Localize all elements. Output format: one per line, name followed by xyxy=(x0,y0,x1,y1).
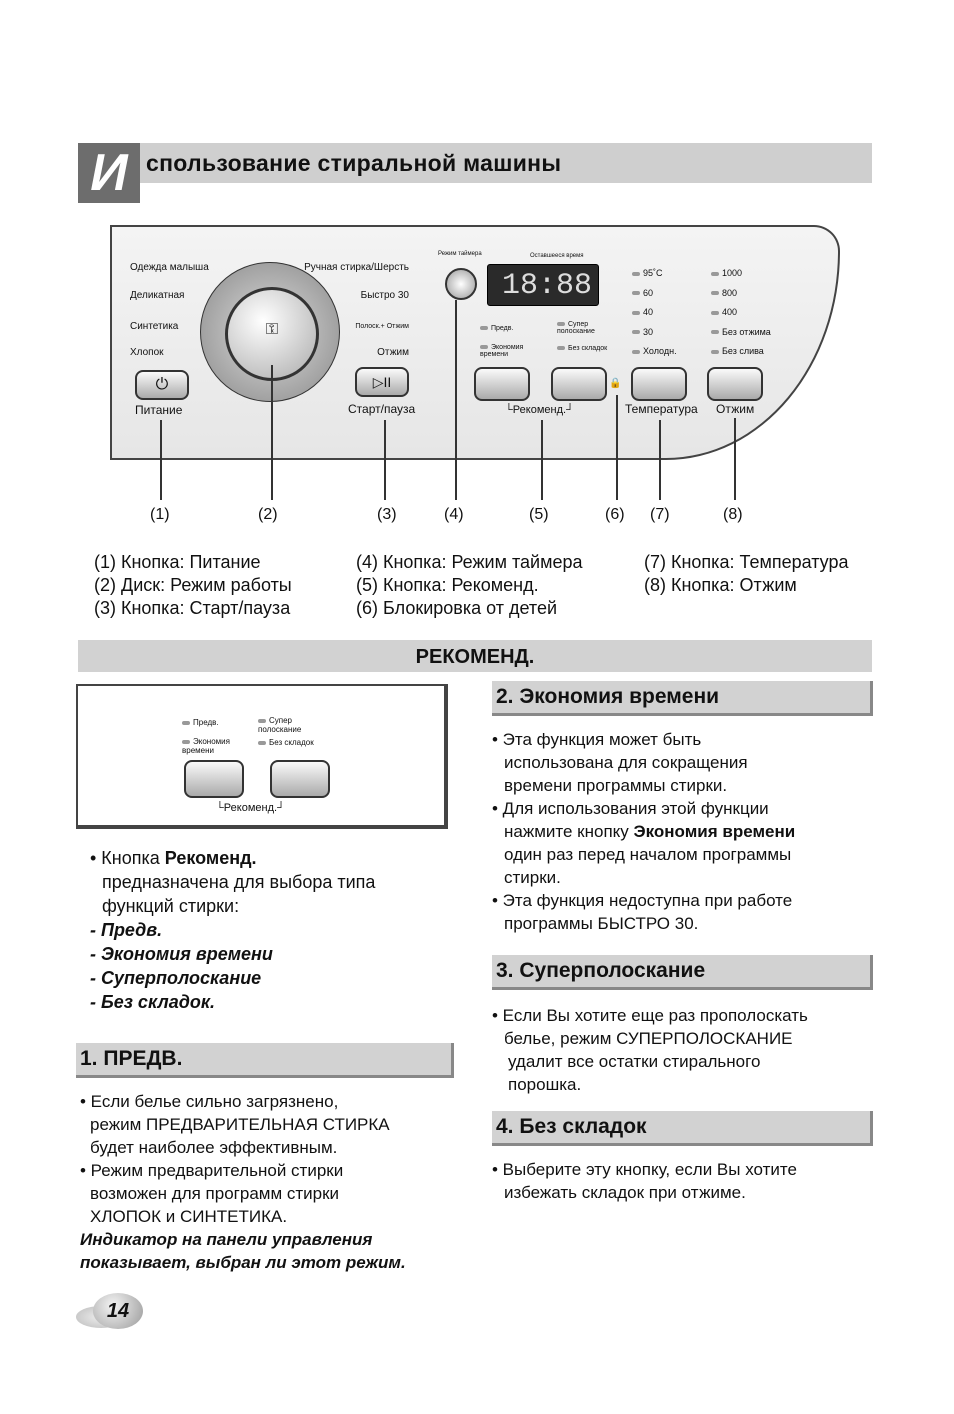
section-4-text: • Выберите эту кнопку, если Вы хотите избежать складок при отжиме. xyxy=(492,1160,797,1202)
program-label: Отжим xyxy=(377,347,409,358)
callout-line xyxy=(271,365,273,500)
option-indicator: Экономия времени xyxy=(182,737,230,755)
recommend-button-2[interactable] xyxy=(551,367,607,401)
temperature-label: Температура xyxy=(625,402,698,416)
option-indicator: Без складок xyxy=(557,345,607,352)
option-indicator: Экономия времени xyxy=(480,344,524,358)
recommend-button-1[interactable] xyxy=(184,760,244,798)
callout-number: (6) xyxy=(605,506,625,523)
program-label: Быстро 30 xyxy=(360,290,409,301)
program-label: Деликатная xyxy=(130,290,185,301)
recommend-intro: • Кнопка Рекоменд. предназначена для выбора типа функций стирки: - Предв. - Экономия времени - Суперполоскание - Без складок. xyxy=(90,848,376,1012)
spin-indicators: 1000 800 400 Без отжима Без слива xyxy=(711,264,771,362)
timer-label: Режим таймера xyxy=(438,251,482,257)
callout-line xyxy=(616,395,618,500)
option-indicator: Супер полоскание xyxy=(258,716,302,734)
remaining-time-label: Оставшееся время xyxy=(530,253,584,259)
callout-line xyxy=(384,420,386,500)
callout-line xyxy=(659,420,661,500)
spin-button[interactable] xyxy=(707,367,763,401)
option-indicator: Супер полоскание xyxy=(557,321,595,335)
callout-line xyxy=(541,420,543,500)
section-heading-1: 1. ПРЕДВ. xyxy=(76,1043,454,1078)
play-pause-icon: ▷II xyxy=(372,374,392,390)
program-label: Хлопок xyxy=(130,347,164,358)
header-initial: И xyxy=(78,143,140,203)
callout-number: (5) xyxy=(529,506,549,523)
recommend-label: └Рекоменд.┘ xyxy=(216,802,285,814)
legend-column: (1) Кнопка: Питание (2) Диск: Режим работы (3) Кнопка: Старт/пауза xyxy=(94,552,292,618)
program-label: Одежда малыша xyxy=(130,262,209,273)
temperature-indicators: 95˚C 60 40 30 Холодн. xyxy=(632,264,677,362)
temperature-button[interactable] xyxy=(631,367,687,401)
section-3-text: • Если Вы хотите еще раз прополоскать белье, режим СУПЕРПОЛОСКАНИЕ удалит все остатки стирального порошка. xyxy=(492,1006,808,1094)
callout-number: (2) xyxy=(258,506,278,523)
callout-number: (7) xyxy=(650,506,670,523)
dial-lock-icon: ⚿ xyxy=(225,287,319,381)
section-1-text: • Если белье сильно загрязнено, режим ПРЕДВАРИТЕЛЬНАЯ СТИРКА будет наиболее эффективным. • Режим предварительной стирки возможен для программ стирки ХЛОПОК и СИНТЕТИКА. Индикатор на панели управления показывает, выбран ли этот режим. xyxy=(80,1092,406,1272)
start-pause-label: Старт/пауза xyxy=(348,402,416,416)
callout-number: (4) xyxy=(444,506,464,523)
power-icon: ⏻ xyxy=(155,376,169,393)
recommend-button-2[interactable] xyxy=(270,760,330,798)
timer-button[interactable] xyxy=(445,268,477,300)
recommend-label: └Рекоменд.┘ xyxy=(505,404,574,416)
section-2-text: • Эта функция может быть использована для сокращения времени программы стирки. • Для использования этой функции нажмите кнопку Экономия времени один раз перед началом программы стирки. • Эта функция недоступна при работе программы БЫСТРО 30. xyxy=(492,730,796,933)
page-title: спользование стиральной машины xyxy=(146,150,562,176)
legend-column: (7) Кнопка: Температура (8) Кнопка: Отжим xyxy=(644,552,849,595)
spin-label: Отжим xyxy=(716,402,755,416)
callout-number: (3) xyxy=(377,506,397,523)
page-number: 14 xyxy=(93,1293,143,1329)
section-heading-2: 2. Экономия времени xyxy=(492,681,873,716)
option-indicator: Предв. xyxy=(182,718,219,727)
option-indicator: Без складок xyxy=(258,738,314,747)
program-label: Ручная стирка/Шерсть xyxy=(304,262,409,273)
callout-number: (1) xyxy=(150,506,170,523)
section-heading-3: 3. Суперполоскание xyxy=(492,955,873,990)
section-heading-4: 4. Без складок xyxy=(492,1111,873,1146)
power-button[interactable] xyxy=(135,370,189,400)
callout-line xyxy=(160,420,162,500)
recommend-button-1[interactable] xyxy=(474,367,530,401)
callout-line xyxy=(734,418,736,500)
callout-line xyxy=(455,300,457,500)
legend-column: (4) Кнопка: Режим таймера (5) Кнопка: Рекоменд. (6) Блокировка от детей xyxy=(356,552,583,618)
program-label: Синтетика xyxy=(130,321,179,332)
power-label: Питание xyxy=(135,403,183,417)
start-pause-button[interactable] xyxy=(355,367,409,397)
program-label: Полоск.+ Отжим xyxy=(355,323,409,330)
recommend-heading: РЕКОМЕНД. xyxy=(78,640,872,672)
option-indicator: Предв. xyxy=(480,325,513,332)
callout-number: (8) xyxy=(723,506,743,523)
time-display: 18:88 xyxy=(487,264,599,306)
child-lock-icon: 🔒 xyxy=(609,378,622,389)
